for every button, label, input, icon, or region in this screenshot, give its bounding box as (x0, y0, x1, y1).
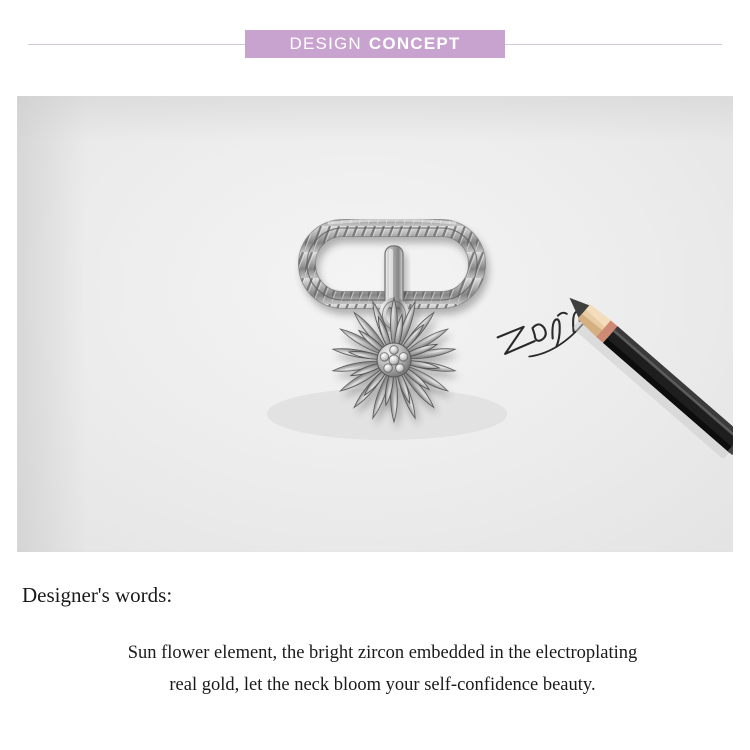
pencil (556, 290, 733, 462)
designer-words-line-1: Sun flower element, the bright zircon embedded in the electroplating (127, 643, 638, 663)
designer-words-heading: Designer's words: (22, 583, 173, 607)
pendant-sketch-illustration (17, 96, 733, 552)
section-title-bold: CONCEPT (368, 34, 461, 53)
design-sketch-panel (17, 96, 733, 552)
section-title-light: DESIGN (289, 34, 362, 53)
designer-words-line-2: real gold, let the neck bloom your self-confidence beauty. (169, 675, 596, 695)
designer-words-body (70, 637, 695, 701)
section-title-badge (245, 30, 505, 58)
page-header (0, 0, 750, 90)
